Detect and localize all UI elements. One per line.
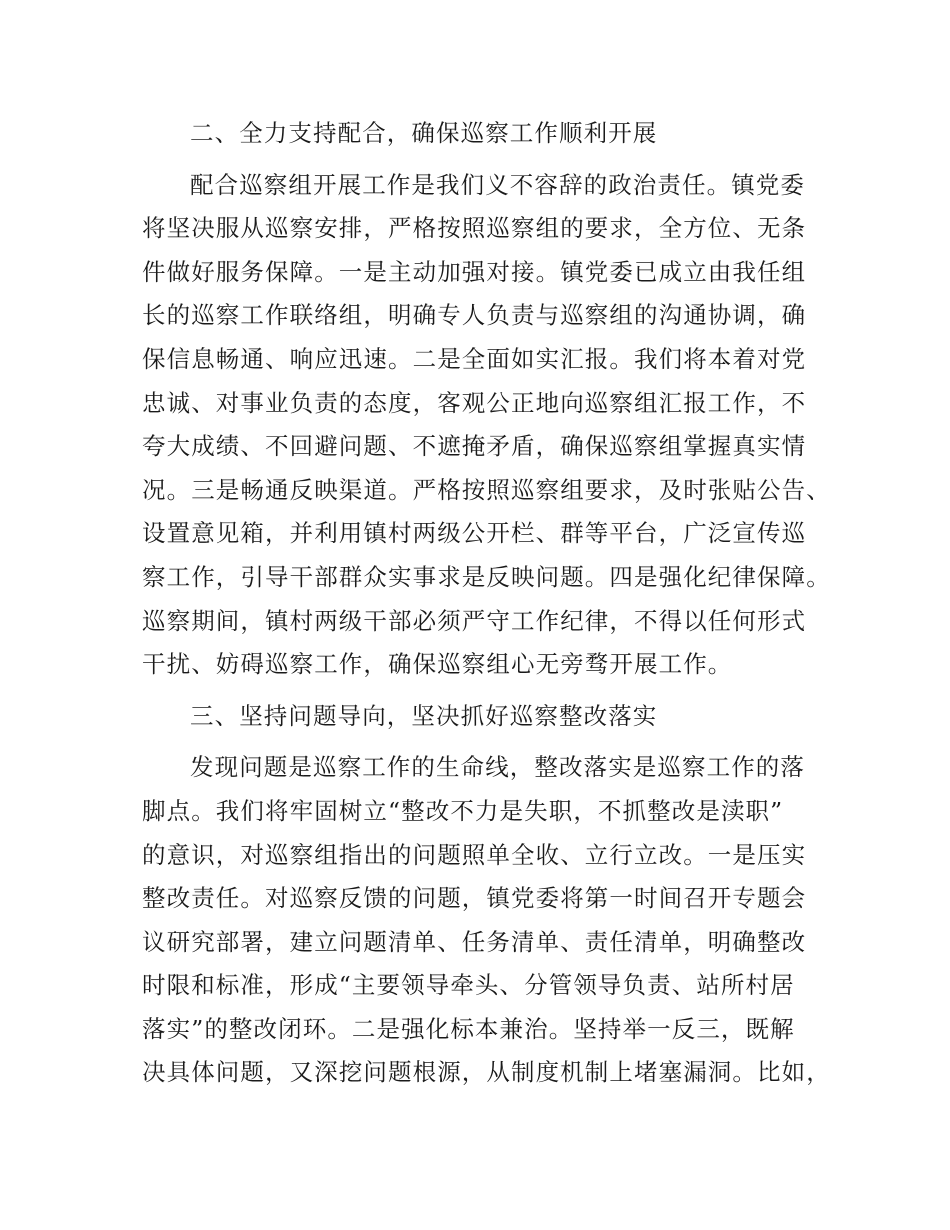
paragraph-line: 落实”的整改闭环。二是强化标本兼治。坚持举一反三，既解 [142, 1014, 795, 1043]
paragraph [142, 164, 831, 687]
document-body [142, 112, 831, 1095]
section-heading: 三、坚持问题导向，坚决抓好巡察整改落实 [190, 701, 658, 730]
paragraph-gap [142, 738, 822, 746]
paragraph-line: 忠诚、对事业负责的态度，客观公正地向巡察组汇报工作，不 [142, 388, 807, 417]
paragraph-line: 况。三是畅通反映渠道。严格按照巡察组要求，及时张贴公告、 [142, 475, 831, 504]
paragraph-line: 设置意见箱，并利用镇村两级公开栏、群等平台，广泛宣传巡 [142, 519, 807, 548]
paragraph-line: 夸大成绩、不回避问题、不遮掩矛盾，确保巡察组掌握真实情 [142, 432, 807, 461]
paragraph-line: 发现问题是巡察工作的生命线，整改落实是巡察工作的落 [190, 753, 805, 782]
section-heading: 二、全力支持配合，确保巡察工作顺利开展 [190, 119, 658, 147]
paragraph-gap [142, 687, 822, 695]
paragraph-line: 保信息畅通、响应迅速。二是全面如实汇报。我们将本着对党 [142, 344, 807, 373]
paragraph-line: 决具体问题，又深挖问题根源，从制度机制上堵塞漏洞。比如， [142, 1058, 831, 1087]
paragraph-line: 的意识，对巡察组指出的问题照单全收、立行立改。一是压实 [142, 840, 807, 869]
paragraph [142, 746, 831, 1095]
paragraph-line: 议研究部署，建立问题清单、任务清单、责任清单，明确整改 [142, 927, 807, 956]
paragraph-line: 长的巡察工作联络组，明确专人负责与巡察组的沟通协调，确 [142, 301, 807, 330]
paragraph-line: 件做好服务保障。一是主动加强对接。镇党委已成立由我任组 [142, 257, 807, 286]
paragraph-line: 干扰、妨碍巡察工作，确保巡察组心无旁骛开展工作。 [142, 650, 733, 679]
paragraph-line: 脚点。我们将牢固树立“整改不力是失职，不抓整改是渎职” [142, 796, 784, 825]
paragraph-line: 时限和标准，形成“主要领导牵头、分管领导负责、站所村居 [142, 971, 795, 1000]
paragraph-line: 配合巡察组开展工作是我们义不容辞的政治责任。镇党委 [190, 170, 805, 199]
paragraph-line: 察工作，引导干部群众实事求是反映问题。四是强化纪律保障。 [142, 562, 831, 591]
paragraph-line: 巡察期间，镇村两级干部必须严守工作纪律，不得以任何形式 [142, 606, 807, 635]
paragraph-line: 整改责任。对巡察反馈的问题，镇党委将第一时间召开专题会 [142, 884, 807, 913]
paragraph-line: 将坚决服从巡察安排，严格按照巡察组的要求，全方位、无条 [142, 214, 807, 243]
paragraph-gap [142, 156, 822, 164]
